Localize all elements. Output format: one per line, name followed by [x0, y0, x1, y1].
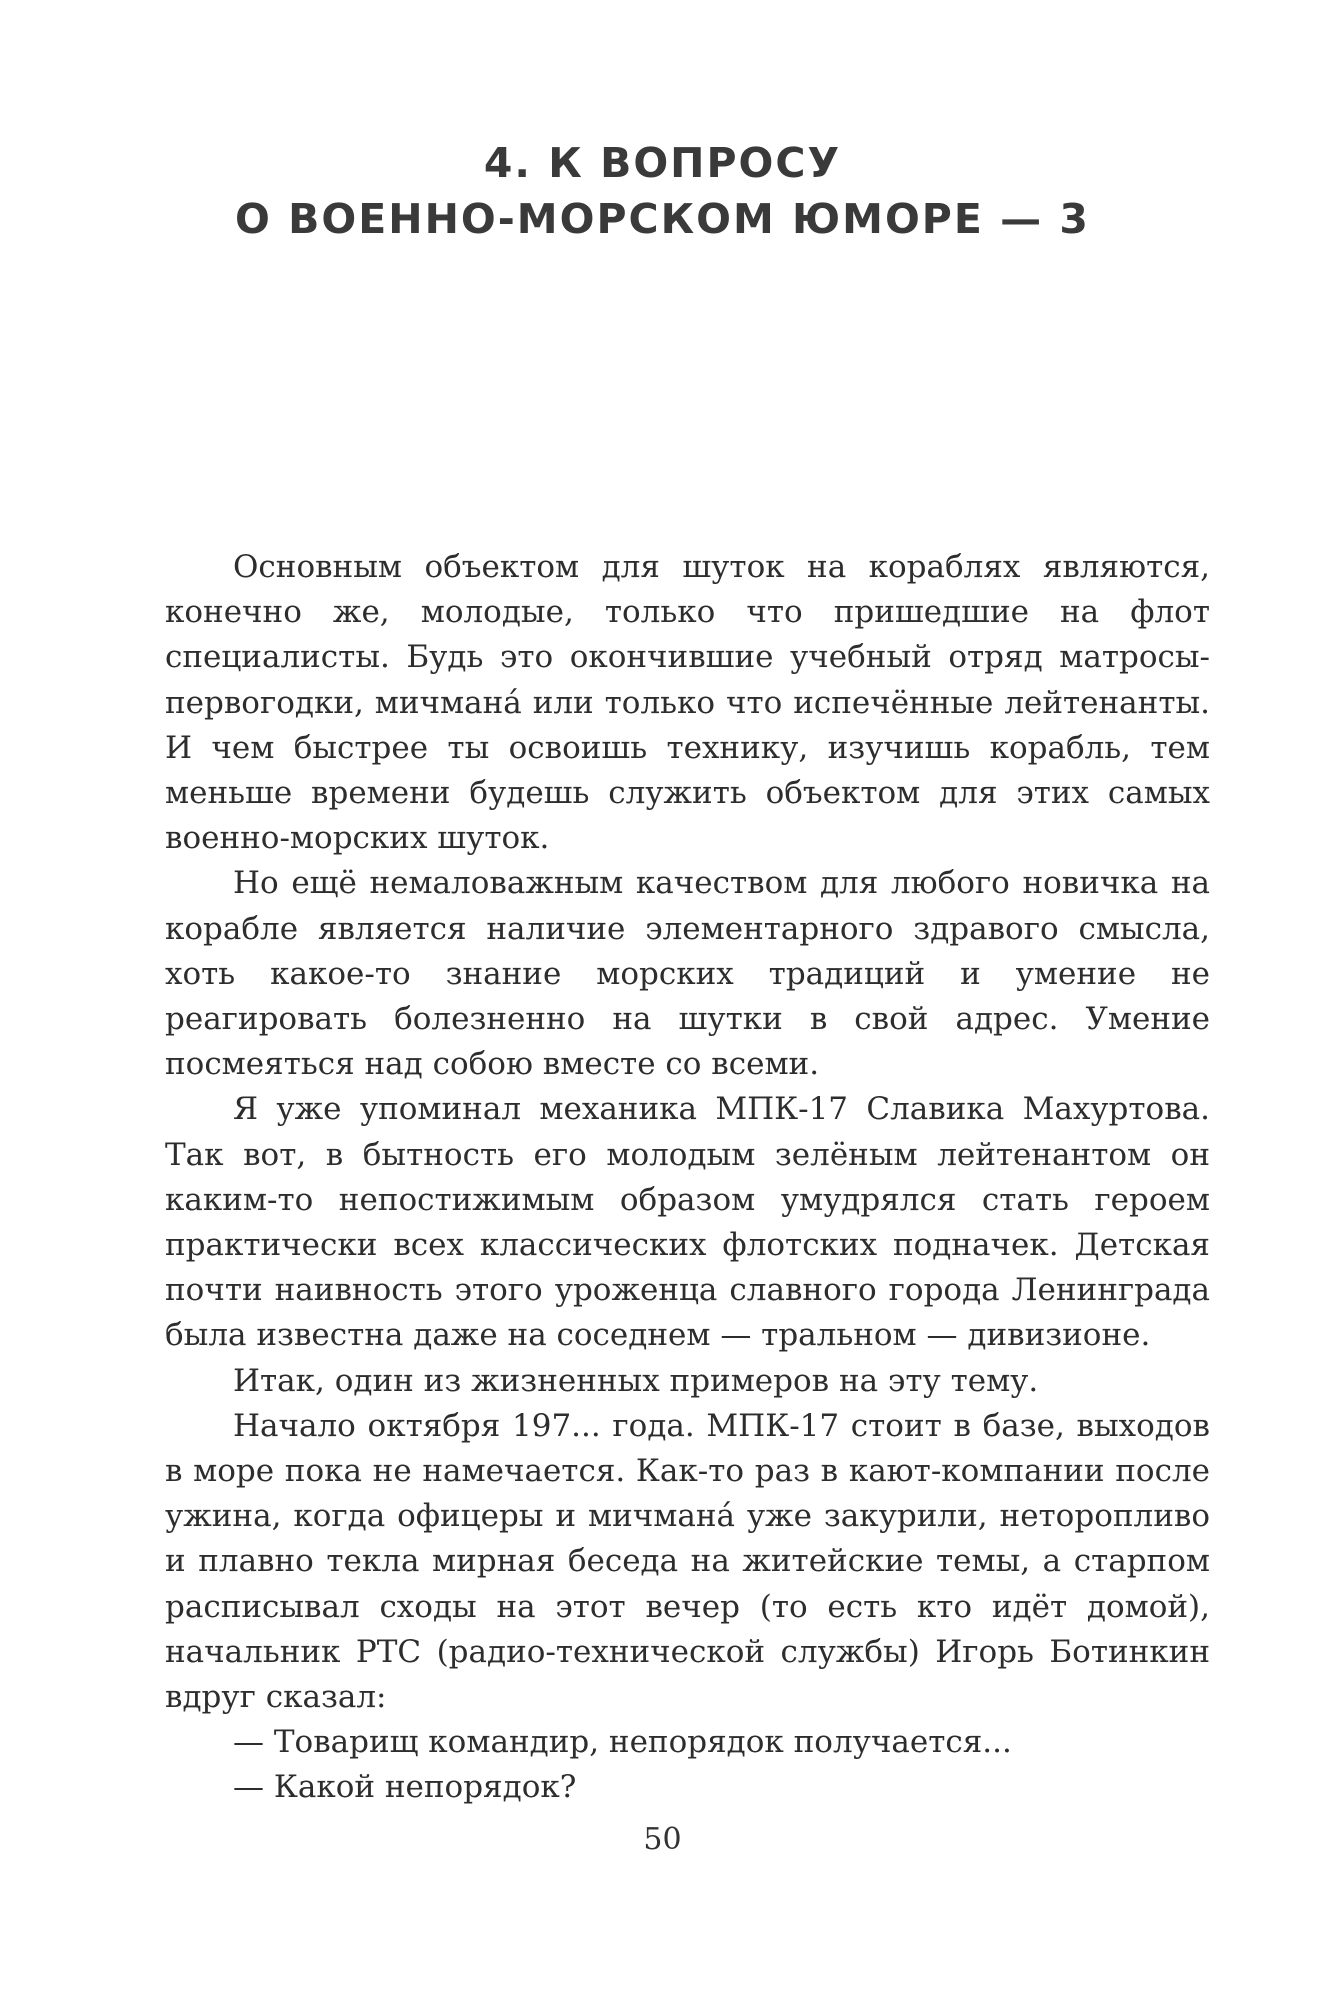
paragraph-5: Начало октября 197... года. МПК-17 стоит в базе, выходов в море пока не намечается. Как-то раз в кают-компании после ужина, когда офицеры и мичмана́ уже закурили, неторопливо и плавно текла мирная беседа на житейские темы, а старпом расписывал сходы на этот вечер (то есть кто идёт домой), начальник РТС (радио-технической службы) Игорь Ботинкин вдруг сказал:	[165, 1407, 1210, 1716]
paragraph-1: Основным объектом для шуток на кораблях являются, конечно же, молодые, только что пришедшие на флот специалисты. Будь это окончившие учебный отряд матросы-первогодки, мичмана́ или только что испечённые лейтенанты. И чем быстрее ты освоишь технику, изучишь корабль, тем меньше времени будешь служить объектом для этих самых военно-морских шуток.	[165, 549, 1210, 857]
paragraph-3: Я уже упоминал механика МПК-17 Славика Махуртова. Так вот, в бытность его молодым зелёным лейтенантом он каким-то непостижимым образом умудрялся стать героем практически всех классических флотских подначек. Детская почти наивность этого уроженца славного города Ленинграда была известна даже на соседнем — тральном — дивизионе.	[165, 1091, 1210, 1354]
paragraph-2: Но ещё немаловажным качеством для любого новичка на корабле является наличие элементарного здравого смысла, хоть какое-то знание морских традиций и умение не реагировать болезненно на шутки в свой адрес. Умение посмеяться над собою вместе со всеми.	[165, 865, 1210, 1083]
chapter-title	[0, 135, 1325, 247]
dialogue-line-1: — Товарищ командир, непорядок получается...	[233, 1724, 1012, 1761]
page-number: 50	[643, 1822, 682, 1857]
body-text	[165, 545, 1210, 1811]
chapter-title-line-2: О ВОЕННО-МОРСКОМ ЮМОРЕ — 3	[235, 195, 1090, 243]
dialogue-line-2: — Какой непорядок?	[233, 1769, 577, 1806]
paragraph-4: Итак, один из жизненных примеров на эту тему.	[233, 1362, 1039, 1399]
chapter-title-line-1: 4. К ВОПРОСУ	[483, 139, 842, 187]
